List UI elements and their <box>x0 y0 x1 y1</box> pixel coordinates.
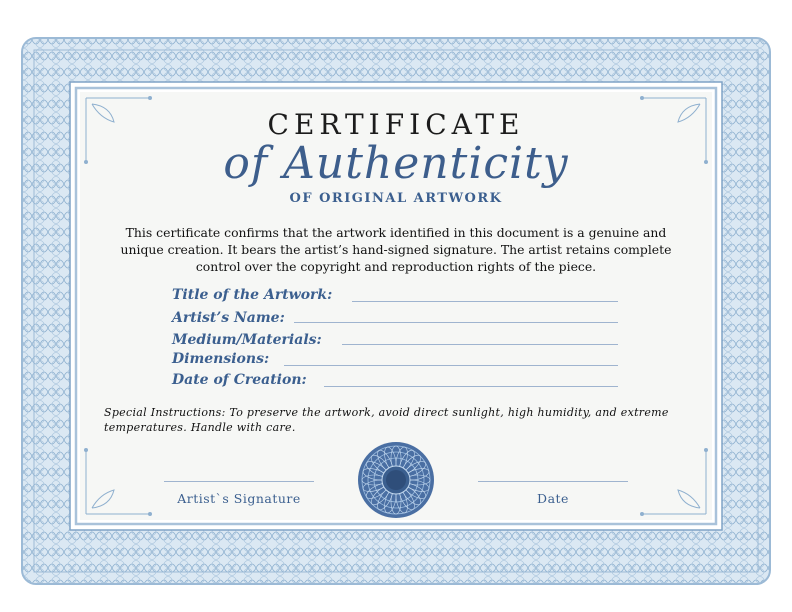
field-label-medium: Medium/Materials: <box>172 332 322 348</box>
field-label-artist-name: Artist’s Name: <box>172 310 285 326</box>
corner-flourish-bottom-left <box>86 450 150 514</box>
special-instructions <box>104 405 694 435</box>
instructions-line: Special Instructions: To preserve the artwork, avoid direct sunlight, high humidity, and extreme <box>104 406 669 419</box>
certificate-script-title: of Authenticity <box>223 138 569 189</box>
field-line-dimensions[interactable] <box>284 365 618 366</box>
signature-line[interactable] <box>164 481 314 482</box>
rosette-seal-icon <box>356 440 436 520</box>
field-line-artist-name[interactable] <box>294 322 618 323</box>
field-line-medium[interactable] <box>342 344 618 345</box>
field-label-dimensions: Dimensions: <box>172 351 270 367</box>
certificate-title: CERTIFICATE <box>267 108 525 141</box>
statement-line: control over the copyright and reproduction rights of the piece. <box>195 259 597 274</box>
field-label-title: Title of the Artwork: <box>172 287 333 303</box>
date-line[interactable] <box>478 481 628 482</box>
certificate-statement <box>108 224 684 275</box>
signature-label: Artist`s Signature <box>177 491 301 506</box>
field-line-title[interactable] <box>352 301 618 302</box>
certificate-subtitle: OF ORIGINAL ARTWORK <box>289 191 503 206</box>
field-line-date-of-creation[interactable] <box>324 386 618 387</box>
field-label-date-of-creation: Date of Creation: <box>172 372 307 388</box>
statement-line: This certificate confirms that the artwork identified in this document is a genuine and <box>125 225 667 240</box>
statement-line: unique creation. It bears the artist’s hand-signed signature. The artist retains complete <box>120 242 672 257</box>
date-label: Date <box>537 491 569 506</box>
instructions-line: temperatures. Handle with care. <box>104 421 296 434</box>
corner-flourish-bottom-right <box>642 450 706 514</box>
